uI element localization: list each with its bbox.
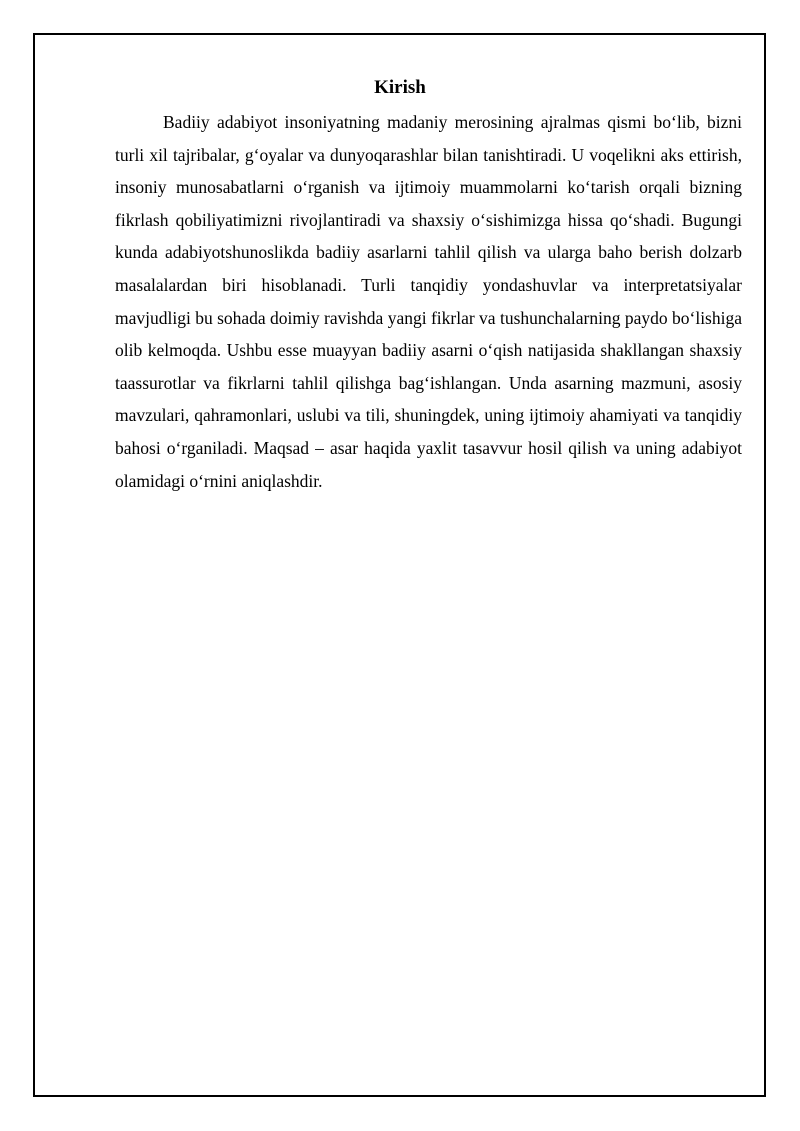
- section-heading: Kirish: [374, 77, 426, 98]
- body-paragraph: Badiiy adabiyot insoniyatning madaniy merosining ajralmas qismi bo‘lib, bizni turli xil tajribalar, g‘oyalar va dunyoqarashlar bilan tanishtiradi. U voqelikni aks ettirish, insoniy munosabatlarni o‘rganish va ijtimoiy muammolarni ko‘tarish orqali bizning fikrlash qobiliyatimizni rivojlantiradi va shaxsiy o‘sishimizga hissa qo‘shadi. Bugungi kunda adabiyotshunoslikda badiiy asarlarni tahlil qilish va ularga baho berish dolzarb masalalardan biri hisoblanadi. Turli tanqidiy yondashuvlar va interpretatsiyalar mavjudligi bu sohada doimiy ravishda yangi fikrlar va tushunchalarning paydo bo‘lishiga olib kelmoqda. Ushbu esse muayyan badiiy asarni o‘qish natijasida shakllangan shaxsiy taassurotlar va fikrlarni tahlil qilishga bag‘ishlangan. Unda asarning mazmuni, asosiy mavzulari, qahramonlari, uslubi va tili, shuningdek, uning ijtimoiy ahamiyati va tanqidiy bahosi o‘rganiladi. Maqsad – asar haqida yaxlit tasavvur hosil qilish va uning adabiyot olamidagi o‘rnini aniqlashdir.: [115, 112, 742, 491]
